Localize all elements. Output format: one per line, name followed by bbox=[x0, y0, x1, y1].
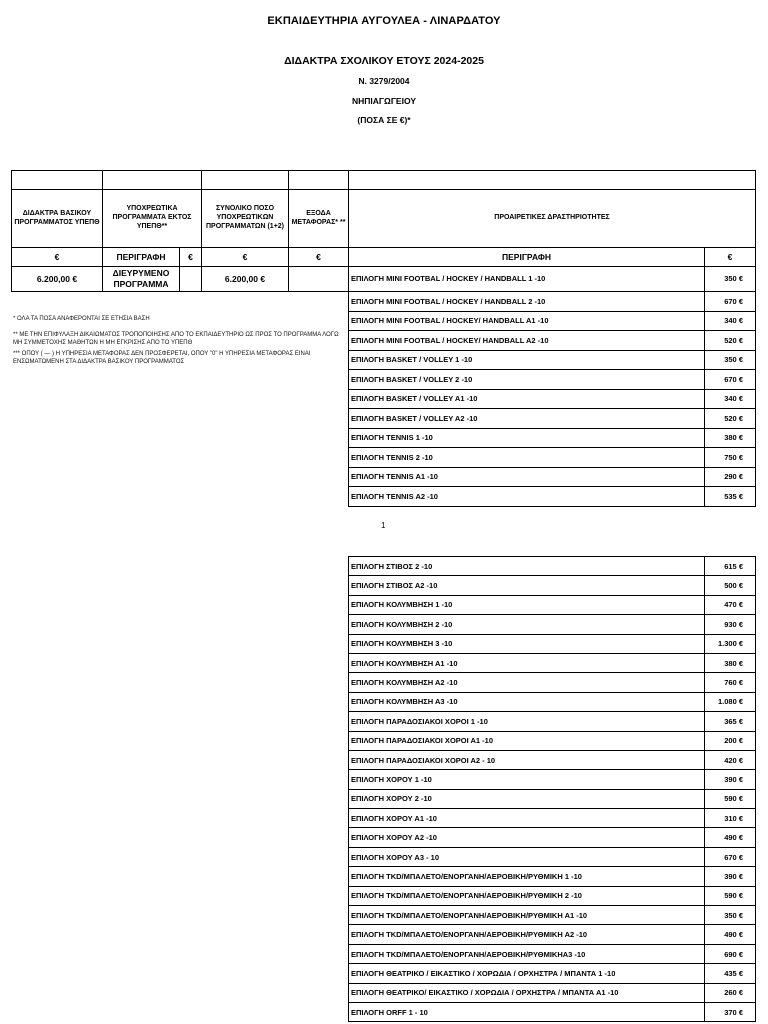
transport-amount bbox=[289, 267, 349, 292]
activity-row bbox=[349, 944, 756, 963]
activity-description: ΕΠΙΛΟΓΗ ΠΑΡΑΔΟΣΙΑΚΟΙ ΧΟΡΟΙ 1 -10 bbox=[349, 712, 705, 731]
activity-amount: 380 € bbox=[705, 653, 756, 672]
activities-table-page2 bbox=[348, 556, 756, 1022]
empty-cell bbox=[202, 171, 289, 190]
activity-amount: 390 € bbox=[705, 770, 756, 789]
euro-label: € bbox=[202, 248, 289, 267]
activity-row bbox=[349, 964, 756, 983]
activity-description: ΕΠΙΛΟΓΗ ΧΟΡΟΥ Α2 -10 bbox=[349, 828, 705, 847]
activity-amount: 435 € bbox=[705, 964, 756, 983]
activity-row bbox=[349, 750, 756, 769]
activity-description: ΕΠΙΛΟΓΗ TKD/ΜΠΑΛΕΤΟ/ΕΝΟΡΓΑΝΗ/ΑΕΡΟΒΙΚΗ/ΡΥΘΜΙΚΗΑ3 -10 bbox=[349, 944, 705, 963]
activity-row bbox=[12, 428, 756, 448]
document-title: ΔΙΔΑΚΤΡΑ ΣΧΟΛΙΚΟΥ ΕΤΟΥΣ 2024-2025 bbox=[284, 55, 484, 67]
footnote-modification: ** ΜΕ ΤΗΝ ΕΠΙΦΥΛΑΞΗ ΔΙΚΑΙΩΜΑΤΟΣ ΤΡΟΠΟΠΟΙΗΣΗΣ ΑΠΟ ΤΟ ΕΚΠΑΙΔΕΥΤΗΡΙΟ ΩΣ ΠΡΟΣ ΤΟ ΠΡΟΓΡΑΜΜΑ ΛΟΓΩ ΜΗ ΣΥΜΜΕΤΟΧΗΣ ΜΑΘΗΤΩΝ Η ΜΗ ΕΓΚΡΙΣΗΣ ΑΠΟ ΤΟ ΥΠΕΠΘ bbox=[13, 332, 339, 346]
page-number: 1 bbox=[381, 521, 386, 530]
activity-description: ΕΠΙΛΟΓΗ TKD/ΜΠΑΛΕΤΟ/ΕΝΟΡΓΑΝΗ/ΑΕΡΟΒΙΚΗ/ΡΥΘΜΙΚΗ Α2 -10 bbox=[349, 925, 705, 944]
activity-row bbox=[349, 615, 756, 634]
activity-description: ΕΠΙΛΟΓΗ TKD/ΜΠΑΛΕΤΟ/ΕΝΟΡΓΑΝΗ/ΑΕΡΟΒΙΚΗ/ΡΥΘΜΙΚΗ 1 -10 bbox=[349, 867, 705, 886]
activity-description: ΕΠΙΛΟΓΗ ΠΑΡΑΔΟΣΙΑΚΟΙ ΧΟΡΟΙ Α1 -10 bbox=[349, 731, 705, 750]
euro-label: € bbox=[12, 248, 103, 267]
activity-amount: 930 € bbox=[705, 615, 756, 634]
blank-area bbox=[12, 467, 349, 487]
activity-description: ΕΠΙΛΟΓΗ BASKET / VOLLEY 2 -10 bbox=[349, 370, 705, 390]
activity-row bbox=[12, 292, 756, 312]
spacer-row bbox=[12, 171, 756, 190]
activity-row bbox=[349, 809, 756, 828]
activity-row bbox=[349, 673, 756, 692]
activity-row bbox=[349, 925, 756, 944]
activity-row bbox=[349, 847, 756, 866]
activity-amount: 520 € bbox=[705, 331, 756, 351]
activity-description: ΕΠΙΛΟΓΗ ΧΟΡΟΥ Α3 - 10 bbox=[349, 847, 705, 866]
activity-row bbox=[12, 487, 756, 507]
activity-amount: 690 € bbox=[705, 944, 756, 963]
empty-cell bbox=[289, 171, 349, 190]
activity-amount: 750 € bbox=[705, 448, 756, 468]
activity-description: ΕΠΙΛΟΓΗ ΧΟΡΟΥ 2 -10 bbox=[349, 789, 705, 808]
activity-row bbox=[349, 770, 756, 789]
activity-row bbox=[349, 789, 756, 808]
activity-amount: 340 € bbox=[705, 311, 756, 331]
euro-label: € bbox=[180, 248, 202, 267]
blank-area bbox=[12, 370, 349, 390]
activity-amount: 535 € bbox=[705, 487, 756, 507]
col-extra-header: ΥΠΟΧΡΕΩΤΙΚΑ ΠΡΟΓΡΑΜΜΑΤΑ ΕΚΤΟΣ ΥΠΕΠΘ** bbox=[103, 190, 202, 248]
col-basic-header: ΔΙΔΑΚΤΡΑ ΒΑΣΙΚΟΥ ΠΡΟΓΡΑΜΜΑΤΟΣ ΥΠΕΠΘ bbox=[12, 190, 103, 248]
activity-row bbox=[12, 409, 756, 429]
activity-row bbox=[349, 867, 756, 886]
activity-row bbox=[12, 370, 756, 390]
extra-description: ΔΙΕΥΡΥΜΕΝΟ ΠΡΟΓΡΑΜΜΑ bbox=[103, 267, 180, 292]
footnote-annual: * ΟΛΑ ΤΑ ΠΟΣΑ ΑΝΑΦΕΡΟΝΤΑΙ ΣΕ ΕΤΗΣΙΑ ΒΑΣΗ bbox=[13, 316, 150, 322]
activity-amount: 365 € bbox=[705, 712, 756, 731]
school-name: ΕΚΠΑΙΔΕΥΤΗΡΙΑ ΑΥΓΟΥΛΕΑ - ΛΙΝΑΡΔΑΤΟΥ bbox=[267, 15, 501, 27]
activity-amount: 670 € bbox=[705, 370, 756, 390]
footnote-transport: *** ΟΠΟΥ ( — ) Η ΥΠΗΡΕΣΙΑ ΜΕΤΑΦΟΡΑΣ ΔΕΝ ΠΡΟΣΦΕΡΕΤΑΙ, ΟΠΟΥ "0" Η ΥΠΗΡΕΣΙΑ ΜΕΤΑΦΟΡΑΣ ΕΙΝΑΙ ΕΝΣΩΜΑΤΩΜΕΝΗ ΣΤΑ ΔΙΔΑΚΤΡΑ ΒΑΣΙΚΟΥ ΠΡΟΓΡΑΜΜΑΤΟΣ bbox=[13, 351, 311, 365]
activity-description: ΕΠΙΛΟΓΗ ORFF 1 - 10 bbox=[349, 1002, 705, 1021]
activity-amount: 310 € bbox=[705, 809, 756, 828]
activity-amount: 420 € bbox=[705, 750, 756, 769]
activity-description: ΕΠΙΛΟΓΗ TKD/ΜΠΑΛΕΤΟ/ΕΝΟΡΓΑΝΗ/ΑΕΡΟΒΙΚΗ/ΡΥΘΜΙΚΗ Α1 -10 bbox=[349, 906, 705, 925]
empty-cell bbox=[349, 171, 756, 190]
activity-amount: 390 € bbox=[705, 867, 756, 886]
activity-description: ΕΠΙΛΟΓΗ ΘΕΑΤΡΙΚΟ/ ΕΙΚΑΣΤΙΚΟ / ΧΟΡΩΔΙΑ / ΟΡΧΗΣΤΡΑ / ΜΠΑΝΤΑ Α1 -10 bbox=[349, 983, 705, 1002]
activity-description: ΕΠΙΛΟΓΗ MINI FOOTBAL / HOCKEY / HANDBALL 2 -10 bbox=[349, 292, 705, 312]
activity-amount: 380 € bbox=[705, 428, 756, 448]
activity-description: ΕΠΙΛΟΓΗ ΚΟΛΥΜΒΗΣΗ 3 -10 bbox=[349, 634, 705, 653]
activity-description: ΕΠΙΛΟΓΗ ΚΟΛΥΜΒΗΣΗ Α3 -10 bbox=[349, 692, 705, 711]
activity-description: ΕΠΙΛΟΓΗ TENNIS A2 -10 bbox=[349, 487, 705, 507]
col-transport-header: ΕΞΟΔΑ ΜΕΤΑΦΟΡΑΣ* ** bbox=[289, 190, 349, 248]
activity-row bbox=[349, 653, 756, 672]
blank-area bbox=[12, 428, 349, 448]
activity-row bbox=[349, 557, 756, 576]
description-label: ΠΕΡΙΓΡΑΦΗ bbox=[349, 248, 705, 267]
activity-row bbox=[349, 983, 756, 1002]
activity-description: ΕΠΙΛΟΓΗ MINI FOOTBAL / HOCKEY/ HANDBALL A2 -10 bbox=[349, 331, 705, 351]
activity-amount: 200 € bbox=[705, 731, 756, 750]
activity-description: ΕΠΙΛΟΓΗ BASKET / VOLLEY 1 -10 bbox=[349, 350, 705, 370]
activity-amount: 490 € bbox=[705, 828, 756, 847]
activity-description: ΕΠΙΛΟΓΗ MINI FOOTBAL / HOCKEY / HANDBALL 1 -10 bbox=[349, 267, 705, 292]
school-level: ΝΗΠΙΑΓΩΓΕΙΟΥ bbox=[351, 96, 417, 106]
col-optional-header: ΠΡΟΑΙΡΕΤΙΚΕΣ ΔΡΑΣΤΗΡΙΟΤΗΤΕΣ bbox=[349, 190, 756, 248]
activity-amount: 1.080 € bbox=[705, 692, 756, 711]
activity-row bbox=[12, 467, 756, 487]
activity-row bbox=[349, 886, 756, 905]
activity-amount: 350 € bbox=[705, 906, 756, 925]
activity-row bbox=[349, 906, 756, 925]
activity-row bbox=[349, 595, 756, 614]
activity-description: ΕΠΙΛΟΓΗ TENNIS 2 -10 bbox=[349, 448, 705, 468]
law-reference: Ν. 3279/2004 bbox=[358, 76, 410, 86]
activity-amount: 350 € bbox=[705, 267, 756, 292]
activity-amount: 290 € bbox=[705, 467, 756, 487]
blank-area bbox=[12, 448, 349, 468]
activity-description: ΕΠΙΛΟΓΗ ΚΟΛΥΜΒΗΣΗ Α1 -10 bbox=[349, 653, 705, 672]
activity-description: ΕΠΙΛΟΓΗ ΚΟΛΥΜΒΗΣΗ Α2 -10 bbox=[349, 673, 705, 692]
activity-description: ΕΠΙΛΟΓΗ MINI FOOTBAL / HOCKEY/ HANDBALL A1 -10 bbox=[349, 311, 705, 331]
activity-amount: 760 € bbox=[705, 673, 756, 692]
col-total-header: ΣΥΝΟΛΙΚΟ ΠΟΣΟ ΥΠΟΧΡΕΩΤΙΚΩΝ ΠΡΟΓΡΑΜΜΑΤΩΝ (1+2) bbox=[202, 190, 289, 248]
amounts-note: (ΠΟΣΑ ΣΕ €)* bbox=[357, 115, 411, 125]
activity-description: ΕΠΙΛΟΓΗ ΠΑΡΑΔΟΣΙΑΚΟΙ ΧΟΡΟΙ Α2 - 10 bbox=[349, 750, 705, 769]
activity-amount: 340 € bbox=[705, 389, 756, 409]
blank-area bbox=[12, 292, 349, 312]
activity-amount: 370 € bbox=[705, 1002, 756, 1021]
activity-description: ΕΠΙΛΟΓΗ BASKET / VOLLEY A2 -10 bbox=[349, 409, 705, 429]
activity-row bbox=[349, 692, 756, 711]
activity-row bbox=[12, 389, 756, 409]
activity-amount: 615 € bbox=[705, 557, 756, 576]
activity-row bbox=[349, 828, 756, 847]
activity-amount: 500 € bbox=[705, 576, 756, 595]
activity-description: ΕΠΙΛΟΓΗ ΘΕΑΤΡΙΚΟ / ΕΙΚΑΣΤΙΚΟ / ΧΟΡΩΔΙΑ / ΟΡΧΗΣΤΡΑ / ΜΠΑΝΤΑ 1 -10 bbox=[349, 964, 705, 983]
empty-cell bbox=[103, 171, 202, 190]
blank-area bbox=[12, 389, 349, 409]
activity-amount: 520 € bbox=[705, 409, 756, 429]
extra-amount bbox=[180, 267, 202, 292]
activity-amount: 670 € bbox=[705, 292, 756, 312]
activity-amount: 260 € bbox=[705, 983, 756, 1002]
blank-area bbox=[12, 409, 349, 429]
euro-label: € bbox=[705, 248, 756, 267]
activity-description: ΕΠΙΛΟΓΗ BASKET / VOLLEY A1 -10 bbox=[349, 389, 705, 409]
activity-description: ΕΠΙΛΟΓΗ ΣΤΙΒΟΣ Α2 -10 bbox=[349, 576, 705, 595]
basic-amount: 6.200,00 € bbox=[12, 267, 103, 292]
blank-area bbox=[12, 487, 349, 507]
activity-amount: 490 € bbox=[705, 925, 756, 944]
activity-amount: 470 € bbox=[705, 595, 756, 614]
activity-row bbox=[349, 731, 756, 750]
basic-fee-row bbox=[12, 267, 756, 292]
description-label: ΠΕΡΙΓΡΑΦΗ bbox=[103, 248, 180, 267]
activity-description: ΕΠΙΛΟΓΗ ΧΟΡΟΥ Α1 -10 bbox=[349, 809, 705, 828]
activity-description: ΕΠΙΛΟΓΗ TENNIS A1 -10 bbox=[349, 467, 705, 487]
activity-description: ΕΠΙΛΟΓΗ ΚΟΛΥΜΒΗΣΗ 2 -10 bbox=[349, 615, 705, 634]
euro-label: € bbox=[289, 248, 349, 267]
activity-description: ΕΠΙΛΟΓΗ TENNIS 1 -10 bbox=[349, 428, 705, 448]
column-header-row bbox=[12, 190, 756, 248]
activity-amount: 590 € bbox=[705, 886, 756, 905]
total-amount: 6.200,00 € bbox=[202, 267, 289, 292]
activity-amount: 670 € bbox=[705, 847, 756, 866]
activity-row bbox=[349, 634, 756, 653]
activity-amount: 350 € bbox=[705, 350, 756, 370]
activity-row bbox=[349, 576, 756, 595]
activity-amount: 590 € bbox=[705, 789, 756, 808]
activity-description: ΕΠΙΛΟΓΗ ΣΤΙΒΟΣ 2 -10 bbox=[349, 557, 705, 576]
subheader-row bbox=[12, 248, 756, 267]
empty-cell bbox=[12, 171, 103, 190]
activity-row bbox=[349, 712, 756, 731]
activity-row bbox=[349, 1002, 756, 1021]
activity-description: ΕΠΙΛΟΓΗ ΚΟΛΥΜΒΗΣΗ 1 -10 bbox=[349, 595, 705, 614]
activity-description: ΕΠΙΛΟΓΗ ΧΟΡΟΥ 1 -10 bbox=[349, 770, 705, 789]
activity-amount: 1.300 € bbox=[705, 634, 756, 653]
activity-row bbox=[12, 448, 756, 468]
activity-description: ΕΠΙΛΟΓΗ TKD/ΜΠΑΛΕΤΟ/ΕΝΟΡΓΑΝΗ/ΑΕΡΟΒΙΚΗ/ΡΥΘΜΙΚΗ 2 -10 bbox=[349, 886, 705, 905]
